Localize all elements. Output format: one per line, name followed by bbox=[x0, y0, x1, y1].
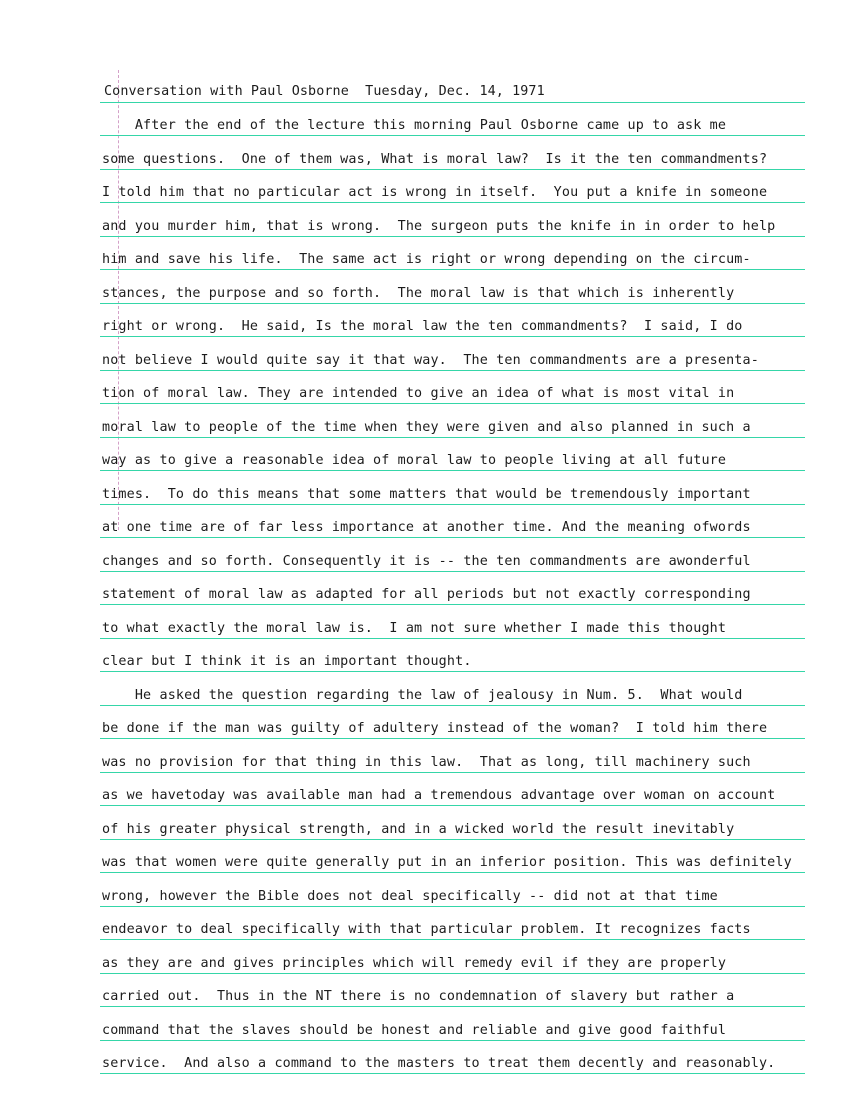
ruled-line bbox=[100, 738, 805, 739]
ruled-line bbox=[100, 872, 805, 873]
ruled-line bbox=[100, 906, 805, 907]
text-line: tion of moral law. They are intended to give an idea of what is most vital in bbox=[102, 386, 735, 401]
ruled-line bbox=[100, 269, 805, 270]
ruled-line bbox=[100, 705, 805, 706]
ruled-line bbox=[100, 202, 805, 203]
text-line: carried out. Thus in the NT there is no condemnation of slavery but rather a bbox=[102, 989, 735, 1004]
ruled-line bbox=[100, 939, 805, 940]
ruled-line bbox=[100, 370, 805, 371]
ruled-line bbox=[100, 839, 805, 840]
text-line: wrong, however the Bible does not deal specifically -- did not at that time bbox=[102, 888, 718, 904]
text-line: as they are and gives principles which will remedy evil if they are properly bbox=[102, 955, 727, 971]
text-line: right or wrong. He said, Is the moral law the ten commandments? I said, I do bbox=[102, 319, 743, 334]
text-line: stances, the purpose and so forth. The moral law is that which is inherently bbox=[102, 285, 735, 301]
text-line: service. And also a command to the masters to treat them decently and reasonably. bbox=[102, 1056, 776, 1071]
text-line: I told him that no particular act is wrong in itself. You put a knife in someone bbox=[102, 185, 768, 200]
text-line: statement of moral law as adapted for all periods but not exactly corresponding bbox=[102, 587, 751, 602]
text-line: After the end of the lecture this morning Paul Osborne came up to ask me bbox=[102, 118, 727, 133]
text-line: be done if the man was guilty of adultery instead of the woman? I told him there bbox=[102, 721, 768, 736]
text-line: command that the slaves should be honest and reliable and give good faithful bbox=[102, 1022, 727, 1038]
ruled-line bbox=[100, 772, 805, 773]
ruled-line bbox=[100, 1040, 805, 1041]
text-line: to what exactly the moral law is. I am not sure whether I made this thought bbox=[102, 620, 727, 636]
ruled-line bbox=[100, 973, 805, 974]
ruled-line bbox=[100, 169, 805, 170]
ruled-line bbox=[100, 571, 805, 572]
ruled-line bbox=[100, 537, 805, 538]
ruled-line bbox=[100, 303, 805, 304]
text-line: some questions. One of them was, What is moral law? Is it the ten commandments? bbox=[102, 151, 768, 167]
ruled-line bbox=[100, 1006, 805, 1007]
text-line: endeavor to deal specifically with that particular problem. It recognizes facts bbox=[102, 922, 751, 937]
text-line: clear but I think it is an important thought. bbox=[102, 654, 472, 669]
text-line: of his greater physical strength, and in a wicked world the result inevitably bbox=[102, 821, 735, 837]
ruled-line bbox=[100, 236, 805, 237]
ruled-line bbox=[100, 336, 805, 337]
page-title: Conversation with Paul Osborne Tuesday, Dec. 14, 1971 bbox=[104, 84, 545, 99]
text-line: times. To do this means that some matters that would be tremendously important bbox=[102, 486, 751, 502]
ruled-line bbox=[100, 135, 805, 136]
ruled-line bbox=[100, 403, 805, 404]
text-line: way as to give a reasonable idea of moral law to people living at all future bbox=[102, 453, 727, 468]
text-line: at one time are of far less importance at another time. And the meaning ofwords bbox=[102, 520, 751, 535]
ruled-line bbox=[100, 470, 805, 471]
text-line: him and save his life. The same act is right or wrong depending on the circum- bbox=[102, 252, 751, 267]
text-line: changes and so forth. Consequently it is -- the ten commandments are awonderful bbox=[102, 553, 751, 569]
text-line: as we havetoday was available man had a tremendous advantage over woman on account bbox=[102, 788, 776, 803]
text-line: moral law to people of the time when they were given and also planned in such a bbox=[102, 419, 751, 435]
ruled-line bbox=[100, 805, 805, 806]
ruled-line bbox=[100, 604, 805, 605]
text-line: was that women were quite generally put in an inferior position. This was definitely bbox=[102, 855, 792, 870]
ruled-line bbox=[100, 1073, 805, 1074]
ruled-line bbox=[100, 504, 805, 505]
ruled-line bbox=[100, 671, 805, 672]
text-line: He asked the question regarding the law of jealousy in Num. 5. What would bbox=[102, 687, 743, 703]
text-line: not believe I would quite say it that way. The ten commandments are a presenta- bbox=[102, 352, 759, 368]
ruled-line bbox=[100, 638, 805, 639]
text-line: was no provision for that thing in this law. That as long, till machinery such bbox=[102, 754, 751, 770]
text-line: and you murder him, that is wrong. The surgeon puts the knife in in order to help bbox=[102, 218, 776, 234]
ruled-line bbox=[100, 437, 805, 438]
ruled-line bbox=[100, 102, 805, 103]
